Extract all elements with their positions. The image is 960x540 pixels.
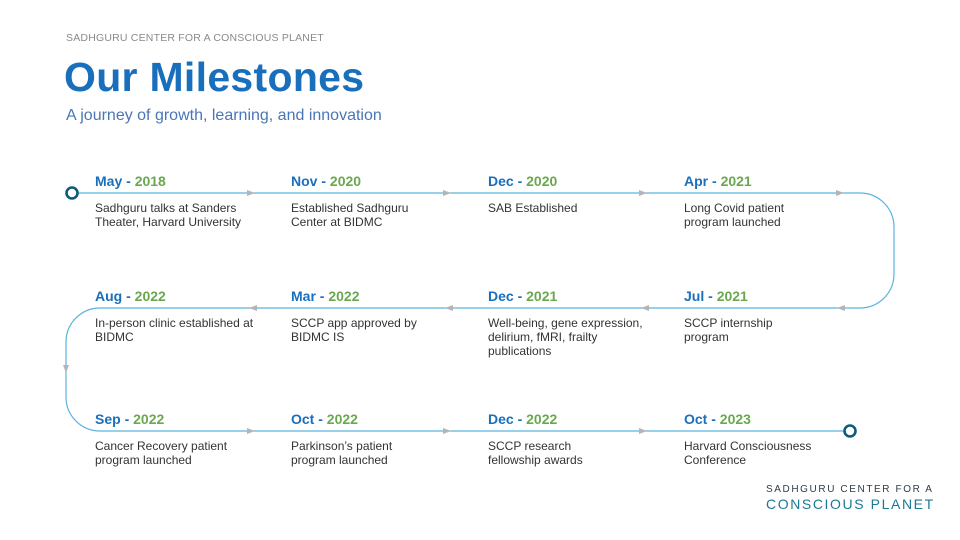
logo-top-text: SADHGURU CENTER FOR A <box>766 484 934 495</box>
milestone-date: Mar - 2022 <box>291 288 360 304</box>
milestone-date: Jul - 2021 <box>684 288 748 304</box>
milestone-description: Cancer Recovery patient program launched <box>95 439 228 467</box>
milestone-date: May - 2018 <box>95 173 166 189</box>
milestone-may-2018 <box>95 173 275 229</box>
milestone-date: Oct - 2023 <box>684 411 751 427</box>
milestone-description: SCCP app approved by BIDMC IS <box>291 316 417 344</box>
milestone-oct-2022 <box>291 411 471 467</box>
page-title: Our Milestones <box>64 54 365 100</box>
milestone-apr-2021 <box>684 173 864 229</box>
milestone-description: Well-being, gene expression, delirium, fMRI, frailty publications <box>488 316 643 358</box>
milestone-date: Oct - 2022 <box>291 411 358 427</box>
milestone-mar-2022 <box>291 288 471 344</box>
milestone-description: SCCP internship program <box>684 316 773 344</box>
milestone-description: SAB Established <box>488 201 578 215</box>
milestone-description: In-person clinic established at BIDMC <box>95 316 254 344</box>
milestone-description: Parkinson’s patient program launched <box>291 439 393 467</box>
milestone-nov-2020 <box>291 173 471 229</box>
milestone-dec-2022 <box>488 411 668 467</box>
org-label: SADHGURU CENTER FOR A CONSCIOUS PLANET <box>66 32 324 44</box>
page-subtitle: A journey of growth, learning, and innovation <box>66 107 382 124</box>
logo <box>766 484 935 512</box>
milestone-description: Established Sadhguru Center at BIDMC <box>291 201 409 229</box>
milestone-date: Dec - 2022 <box>488 411 558 427</box>
timeline-start-marker <box>67 188 78 199</box>
milestone-date: Apr - 2021 <box>684 173 752 189</box>
milestone-description: SCCP research fellowship awards <box>488 439 583 467</box>
milestone-date: Nov - 2020 <box>291 173 362 189</box>
milestone-description: Long Covid patient program launched <box>684 201 785 229</box>
milestone-description: Sadhguru talks at Sanders Theater, Harvard University <box>95 201 242 229</box>
milestone-date: Dec - 2020 <box>488 173 558 189</box>
milestone-date: Aug - 2022 <box>95 288 166 304</box>
milestone-dec-2020 <box>488 173 668 215</box>
milestone-date: Dec - 2021 <box>488 288 558 304</box>
milestone-jul-2021 <box>684 288 864 344</box>
milestone-oct-2023 <box>684 411 864 467</box>
milestone-description: Harvard Consciousness Conference <box>684 439 812 467</box>
milestone-aug-2022 <box>95 288 275 344</box>
milestone-dec-2021 <box>488 288 668 358</box>
logo-bottom-text: CONSCIOUS PLANET <box>766 496 935 512</box>
milestone-date: Sep - 2022 <box>95 411 165 427</box>
milestone-sep-2022 <box>95 411 275 467</box>
